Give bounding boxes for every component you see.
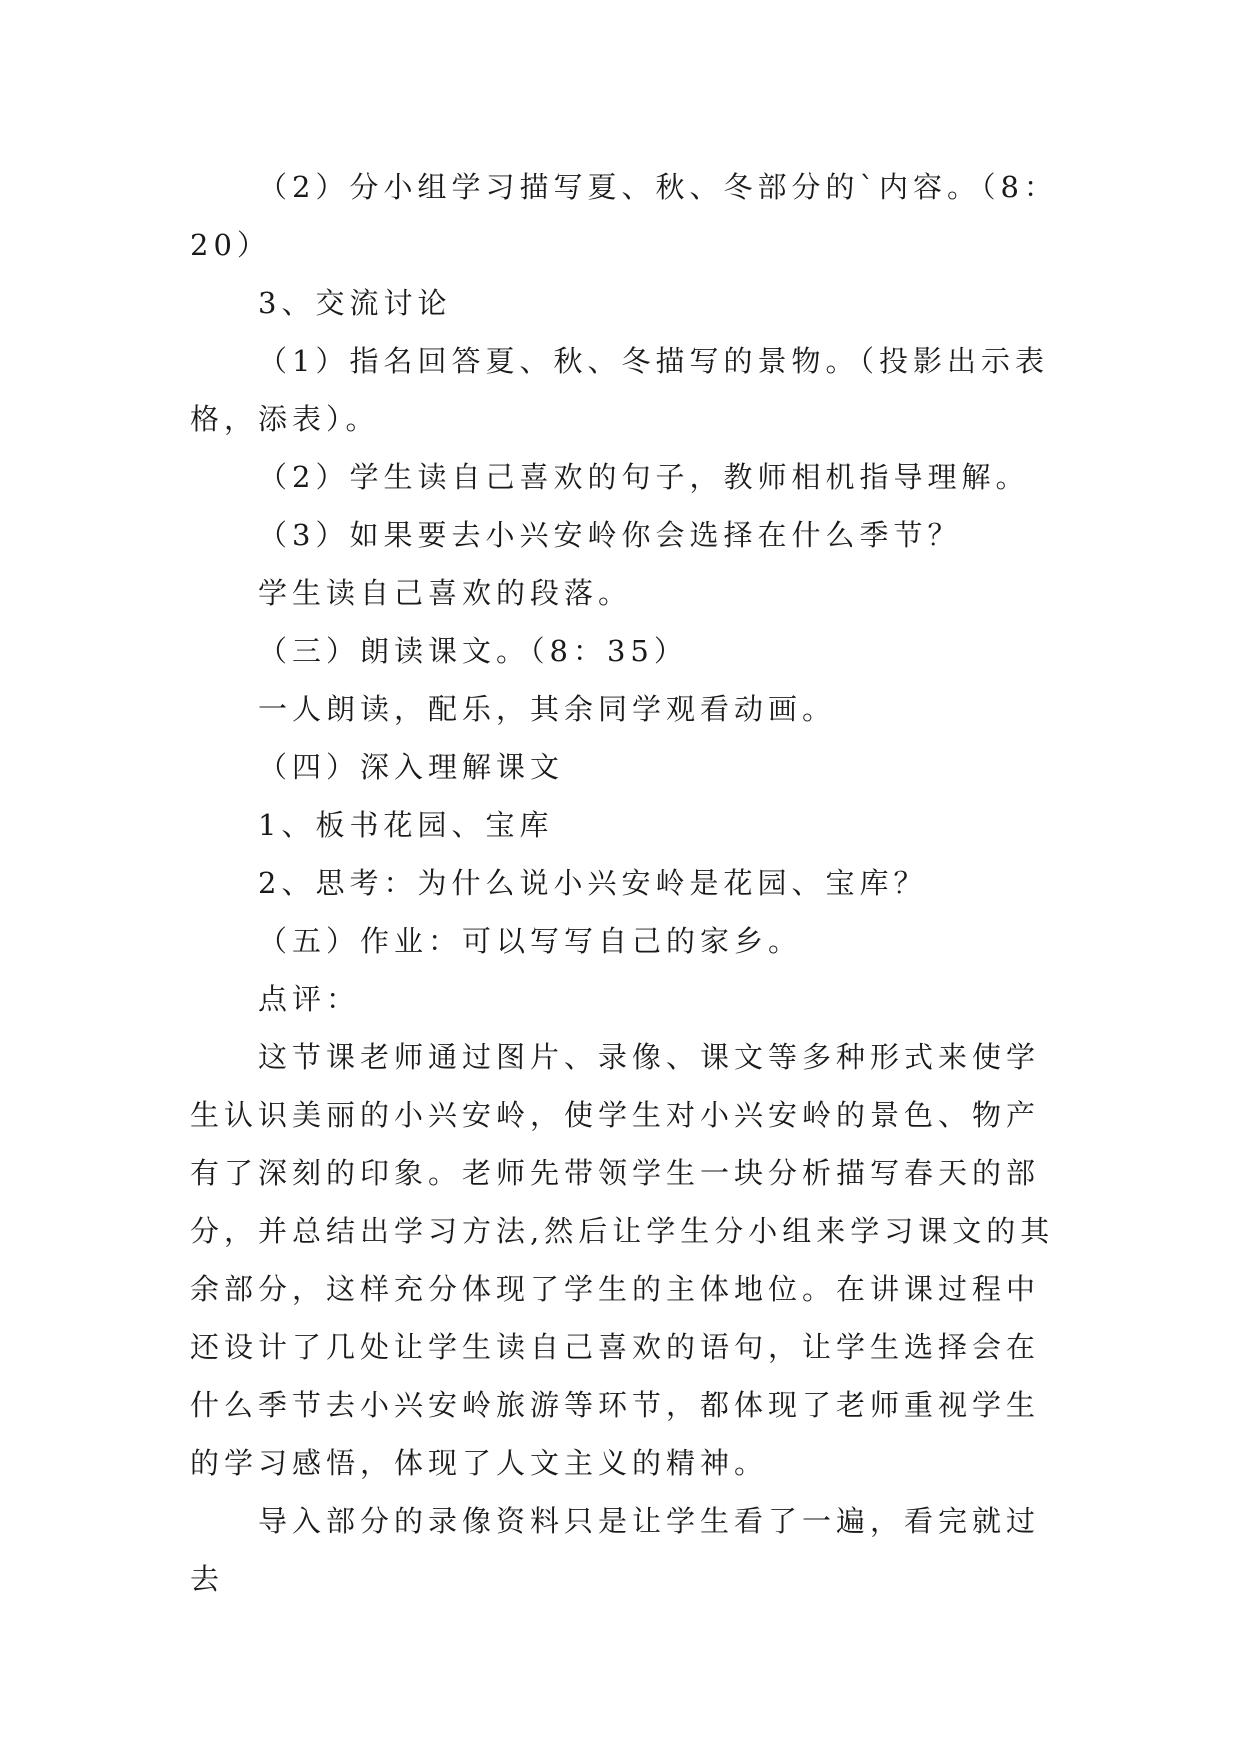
- paragraph-intro-video: 导入部分的录像资料只是让学生看了一遍，看完就过去: [190, 1504, 1041, 1596]
- paragraph-group-study: （2）分小组学习描写夏、秋、冬部分的`内容。（8：20）: [190, 170, 1058, 262]
- section-homework: （五）作业：可以写写自己的家乡。: [258, 924, 803, 958]
- paragraph-blackboard: 1、板书花园、宝库: [258, 808, 554, 842]
- paragraph-think: 2、思考：为什么说小兴安岭是花园、宝库？: [258, 866, 928, 900]
- comment-paragraph: 这节课老师通过图片、录像、课文等多种形式来使学生认识美丽的小兴安岭，使学生对小兴安岭的景色、物产有了深刻的印象。老师先带领学生一块分析描写春天的部分，并总结出学习方法,然后让学生分小组来学习课文的其余部分，这样充分体现了学生的主体地位。在讲课过程中还设计了几处让学生读自己喜欢的语句，让学生选择会在什么季节去小兴安岭旅游等环节，都体现了老师重视学生的学习感悟，体现了人文主义的精神。: [190, 1040, 1055, 1480]
- paragraph-read-with-music: 一人朗读，配乐，其余同学观看动画。: [258, 692, 837, 726]
- paragraph-discussion-heading: 3、交流讨论: [258, 286, 452, 320]
- section-read-aloud: （三）朗读课文。（8：35）: [258, 634, 688, 668]
- section-deep-understanding: （四）深入理解课文: [258, 750, 565, 784]
- paragraph-choose-season: （3）如果要去小兴安岭你会选择在什么季节？: [258, 518, 962, 552]
- paragraph-answer-scenery: （1）指名回答夏、秋、冬描写的景物。（投影出示表格，添表）。: [190, 344, 1049, 436]
- paragraph-read-sentences: （2）学生读自己喜欢的句子，教师相机指导理解。: [258, 460, 1030, 494]
- paragraph-read-favorite: 学生读自己喜欢的段落。: [258, 576, 633, 610]
- document-body: [190, 158, 1060, 1608]
- comment-heading: 点评：: [258, 982, 361, 1016]
